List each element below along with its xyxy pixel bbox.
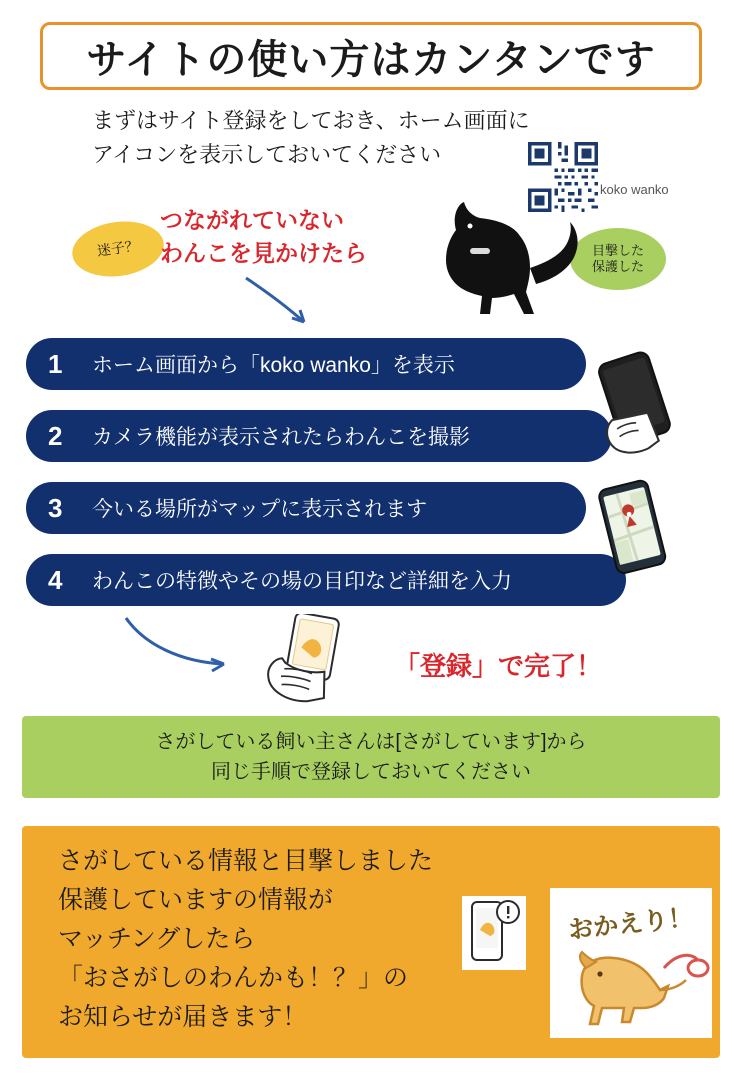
step-number-3: 3 <box>48 492 63 523</box>
red-heading-line-1: つながれていない <box>160 207 344 233</box>
step-number-4: 4 <box>48 564 63 595</box>
step-number-1: 1 <box>48 348 63 379</box>
phone-notification-icon <box>462 896 526 970</box>
page-title: サイトの使い方はカンタンです <box>86 37 656 82</box>
step-text-2: カメラ機能が表示されたらわんこを撮影 <box>92 426 470 449</box>
phone-in-hand-icon <box>584 348 700 461</box>
green-note-line-1: さがしている飼い主さんは[さがしています]から <box>155 731 587 753</box>
step-row-1 <box>26 338 586 390</box>
orange-note-text <box>58 842 478 1037</box>
badge-witness-line-2: 保護した <box>591 259 644 274</box>
orange-note-line-2: 保護していますの情報が <box>58 886 334 914</box>
badge-witness <box>570 228 666 290</box>
phone-map-icon <box>586 478 678 587</box>
orange-note-band <box>22 826 720 1058</box>
step-text-1: ホーム画面から「koko wanko」を表示 <box>92 354 455 377</box>
orange-note-line-3: マッチングしたら <box>58 925 256 953</box>
badge-lost <box>69 216 168 282</box>
orange-note-line-5: お知らせが届きます！ <box>58 1003 308 1031</box>
qr-caption: koko wanko <box>600 182 669 197</box>
red-heading-line-2: わんこを見かけたら <box>160 240 367 266</box>
badge-lost-label: 迷子？ <box>95 237 140 260</box>
step-number-2: 2 <box>48 420 63 451</box>
okaeri-label: おかえり！ <box>567 903 695 945</box>
page-title-box <box>40 22 702 90</box>
dog-silhouette-icon <box>404 196 584 324</box>
done-text: 「登録」で完了！ <box>394 651 603 681</box>
red-heading <box>160 204 367 270</box>
hand-typing-phone-icon <box>252 614 378 715</box>
orange-note-line-1: さがしている情報と目撃しました <box>58 847 434 875</box>
intro-line-2: アイコンを表示しておいてください <box>92 142 442 167</box>
arrow-to-input-icon <box>120 614 270 689</box>
green-note-band <box>22 716 720 798</box>
step-row-4 <box>26 554 626 606</box>
badge-witness-line-1: 目撃した <box>591 242 644 258</box>
intro-text <box>92 104 532 172</box>
orange-note-line-4: 「おさがしのわんかも！？」の <box>58 964 409 992</box>
green-note-line-2: 同じ手順で登録しておいてください <box>211 761 531 783</box>
step-row-3 <box>26 482 586 534</box>
step-text-4: わんこの特徴やその場の目印など詳細を入力 <box>92 570 512 593</box>
intro-line-1: まずはサイト登録をしておき、ホーム画面に <box>92 108 530 133</box>
step-text-3: 今いる場所がマップに表示されます <box>92 498 428 521</box>
step-row-2 <box>26 410 612 462</box>
arrow-to-step1-icon <box>242 272 352 347</box>
